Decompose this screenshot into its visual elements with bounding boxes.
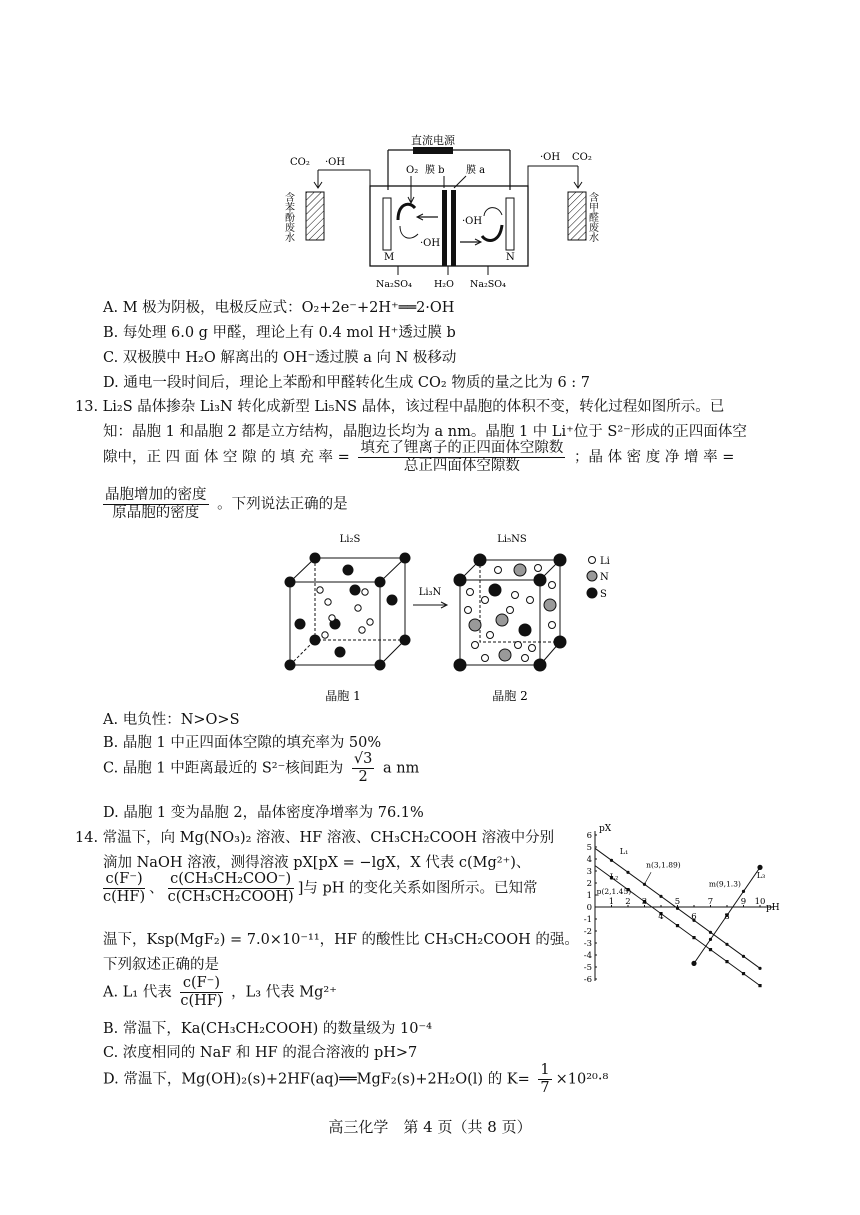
x-tick-label: 5 <box>674 897 681 907</box>
q14-frac-f-denominator: c(HF) <box>103 889 146 905</box>
membrane-b <box>442 190 447 266</box>
q13-line-3-pre: 隙中，正 四 面 体 空 隙 的 填 充 率 = <box>103 449 350 466</box>
q14-frac-prop-numerator: c(CH₃CH₂COO⁻) <box>168 871 294 889</box>
membrane-a-label: 膜 a <box>466 165 486 176</box>
cell1-title: Li₂S <box>339 534 361 545</box>
q13-option-d: D. 晶胞 1 变为晶胞 2，晶体密度净增率为 76.1% <box>103 805 424 821</box>
q14-option-a-post: ，L₃ 代表 Mg²⁺ <box>231 984 337 1001</box>
oh-in-right: ·OH <box>462 216 483 227</box>
oh-left-label: ·OH <box>325 157 346 168</box>
y-tick-label: 0 <box>586 903 592 913</box>
q14-line-4: 温下，Ksp(MgF₂) = 7.0×10⁻¹¹，HF 的酸性比 CH₃CH₂COOH 的强。 <box>103 932 579 948</box>
left-waste-label: 含苯酚废水 <box>282 192 294 242</box>
q12-option-d: D. 通电一段时间后，理论上苯酚和甲醛转化生成 CO₂ 物质的量之比为 6 : 7 <box>103 375 591 391</box>
series-2-point <box>758 984 761 987</box>
y-tick-label: 4 <box>586 855 592 865</box>
co2-right-label: CO₂ <box>572 152 592 163</box>
series-2-point <box>676 924 679 927</box>
q14-option-a-fraction <box>180 975 222 1010</box>
q14-line-2: 滴加 NaOH 溶液，测得溶液 pX[pX = −lgX，X 代表 c(Mg²⁺)、 <box>103 855 531 871</box>
x-tick-label: 9 <box>740 897 747 907</box>
legend-li: Li <box>600 556 610 567</box>
series-label-l2: L₂ <box>609 872 619 882</box>
y-tick-label: 3 <box>586 867 592 877</box>
q14-frac-f <box>103 871 145 906</box>
q13-option-c-denominator: 2 <box>358 769 368 785</box>
fill-rate-fraction <box>358 440 565 475</box>
o2-label: O₂ <box>406 165 419 176</box>
series-3-point <box>691 961 696 966</box>
q14-option-c: C. 浓度相同的 NaF 和 HF 的混合溶液的 pH>7 <box>103 1045 418 1061</box>
y-tick-label: -1 <box>583 915 592 925</box>
y-tick-label: -4 <box>583 951 592 961</box>
electrolysis-diagram <box>270 130 610 295</box>
right-waste-label: 含甲醛废水 <box>586 192 598 242</box>
q14-option-d <box>103 1062 608 1097</box>
electrode-m <box>383 198 391 250</box>
y-tick-label: 2 <box>586 879 592 889</box>
x-tick-label: 3 <box>641 897 648 907</box>
q13-option-c-numerator: √3 <box>353 751 373 767</box>
legend-s: S <box>600 589 607 600</box>
q14-line-1: 14. 常温下，向 Mg(NO₃)₂ 溶液、HF 溶液、CH₃CH₂COOH 溶液中分别 <box>75 830 555 846</box>
series-2-point <box>709 948 712 951</box>
y-tick-label: 1 <box>586 891 592 901</box>
y-tick-label: -2 <box>583 927 592 937</box>
fill-rate-denominator: 总正四面体空隙数 <box>403 458 520 474</box>
q13-option-b: B. 晶胞 1 中正四面体空隙的填充率为 50% <box>103 735 382 751</box>
na2so4-right: Na₂SO₄ <box>470 279 506 290</box>
page-footer: 高三化学 第 4 页（共 8 页） <box>328 1118 532 1136</box>
electrode-n-label: N <box>506 252 515 263</box>
q13-option-a: A. 电负性：N>O>S <box>103 712 240 728</box>
x-tick-label: 8 <box>724 912 730 922</box>
membrane-a <box>451 190 456 266</box>
q14-option-d-denominator: 7 <box>540 1080 550 1096</box>
point-n-label: n(3,1.89) <box>646 860 681 870</box>
series-1-point <box>709 931 712 934</box>
membrane-b-label: 膜 b <box>425 165 445 176</box>
q14-option-b: B. 常温下，Ka(CH₃CH₂COOH) 的数量级为 10⁻⁴ <box>103 1021 432 1037</box>
q14-option-a-denominator: c(HF) <box>180 993 223 1009</box>
q14-line-5: 下列叙述正确的是 <box>103 957 219 973</box>
density-rate-denominator: 原晶胞的密度 <box>112 505 200 521</box>
q12-option-a: A. M 极为阴极，电极反应式：O₂+2e⁻+2H⁺══2·OH <box>103 300 455 316</box>
power-label: 直流电源 <box>411 134 455 147</box>
series-3-point <box>709 938 712 941</box>
q14-option-d-post: ×10²⁰·⁸ <box>555 1071 609 1088</box>
x-tick-label: 6 <box>691 912 697 922</box>
q14-option-d-numerator: 1 <box>540 1062 550 1078</box>
left-waste-column <box>306 192 324 240</box>
q13-line-3 <box>103 440 734 475</box>
series-2-point <box>725 960 728 963</box>
q13-line-3-post: ；晶 体 密 度 净 增 率 = <box>573 449 735 466</box>
y-tick-label: 6 <box>586 831 592 841</box>
q13-line-4-post: 。下列说法正确的是 <box>217 496 348 513</box>
h2o-label: H₂O <box>434 279 454 290</box>
series-1-point <box>758 967 761 970</box>
q13-line-4 <box>103 487 348 522</box>
q14-option-a-pre: A. L₁ 代表 <box>103 984 172 1001</box>
oh-in-left: ·OH <box>420 238 441 249</box>
q14-option-a-numerator: c(F⁻) <box>180 975 222 993</box>
density-rate-numerator: 晶胞增加的密度 <box>105 487 207 503</box>
x-tick-label: 10 <box>754 897 766 907</box>
power-source <box>413 147 453 154</box>
cell2-caption: 晶胞 2 <box>492 689 528 703</box>
q14-line-3-post: ]与 pH 的变化关系如图所示。已知常 <box>297 880 538 897</box>
series-label-l1: L₁ <box>619 847 629 857</box>
series-1-point <box>659 895 662 898</box>
q14-line-3: $\frac{c(F^-)}{c(HF)}$ 、 $\frac{\text{c(CH₃CH₂COO⁻)}}{\text{c(CH₃CH₂COOH)}}$ ]与 pH 的变化关系如图所示。已知常 <box>103 871 538 905</box>
q13-option-c-fraction <box>352 751 374 786</box>
cell2-atoms <box>454 554 566 671</box>
series-2-point <box>692 936 695 939</box>
electrode-m-label: M <box>384 252 395 263</box>
electrode-n <box>506 198 514 250</box>
crystal-cells-diagram <box>270 530 630 710</box>
x-tick-label: 4 <box>658 912 664 922</box>
series-1-point <box>626 871 629 874</box>
q13-option-c-post: a nm <box>382 760 420 777</box>
series-1-point <box>643 883 646 886</box>
x-axis-label: pH <box>766 903 780 913</box>
series-1-point <box>742 955 745 958</box>
y-tick-label: -6 <box>583 975 592 985</box>
series-1-point <box>725 943 728 946</box>
y-tick-label: -3 <box>583 939 592 949</box>
series-3-point <box>742 890 745 893</box>
series-3-point <box>757 865 762 870</box>
y-axis-label: pX <box>599 824 612 834</box>
co2-left-label: CO₂ <box>290 157 310 168</box>
series-1-point <box>676 907 679 910</box>
cell2-title: Li₅NS <box>497 534 527 545</box>
x-tick-label: 7 <box>707 897 714 907</box>
x-tick-label: 1 <box>608 897 615 907</box>
atom-legend <box>587 556 610 600</box>
q13-option-c <box>103 751 419 786</box>
series-2-point <box>742 972 745 975</box>
series-label-l3: L₃ <box>756 871 766 881</box>
point-m-label: m(9,1.3) <box>708 879 741 889</box>
q13-option-c-pre: C. 晶胞 1 中距离最近的 S²⁻核间距为 <box>103 760 344 777</box>
point-p-label: p(2,1.45) <box>596 886 632 896</box>
arrow-label: Li₃N <box>418 587 442 598</box>
fill-rate-numerator: 填充了锂离子的正四面体空隙数 <box>360 440 564 456</box>
q12-option-b: B. 每处理 6.0 g 甲醛，理论上有 0.4 mol H⁺透过膜 b <box>103 325 456 341</box>
y-tick-label: -5 <box>583 963 592 973</box>
cell1-caption: 晶胞 1 <box>325 689 361 703</box>
na2so4-left: Na₂SO₄ <box>376 279 412 290</box>
legend-n: N <box>600 572 609 583</box>
q12-option-c: C. 双极膜中 H₂O 解离出的 OH⁻透过膜 a 向 N 极移动 <box>103 350 457 366</box>
q14-option-d-fraction <box>538 1062 551 1097</box>
px-ph-chart <box>575 820 790 995</box>
cell1-li-atoms <box>317 587 373 638</box>
oh-right-label: ·OH <box>540 152 561 163</box>
q13-line-1: 13. Li₂S 晶体掺杂 Li₃N 转化成新型 Li₅NS 晶体，该过程中晶胞的体积不变，转化过程如图所示。已 <box>75 399 725 415</box>
point-n-leader <box>645 872 652 884</box>
right-waste-column <box>568 192 586 240</box>
q13-line-2: 知：晶胞 1 和晶胞 2 都是立方结构，晶胞边长均为 a nm。晶胞 1 中 Li⁺位于 S²⁻形成的正四面体空 <box>103 424 747 440</box>
q14-frac-prop <box>168 871 294 906</box>
q14-option-a <box>103 975 337 1010</box>
y-tick-label: 5 <box>586 843 592 853</box>
x-tick-label: 2 <box>625 897 631 907</box>
q14-frac-prop-denominator: c(CH₃CH₂COOH) <box>167 889 294 905</box>
series-1-point <box>610 859 613 862</box>
density-rate-fraction <box>103 487 209 522</box>
q14-frac-f-numerator: c(F⁻) <box>103 871 145 889</box>
q14-option-d-pre: D. 常温下，Mg(OH)₂(s)+2HF(aq)══MgF₂(s)+2H₂O(l) 的 K= <box>103 1071 530 1088</box>
